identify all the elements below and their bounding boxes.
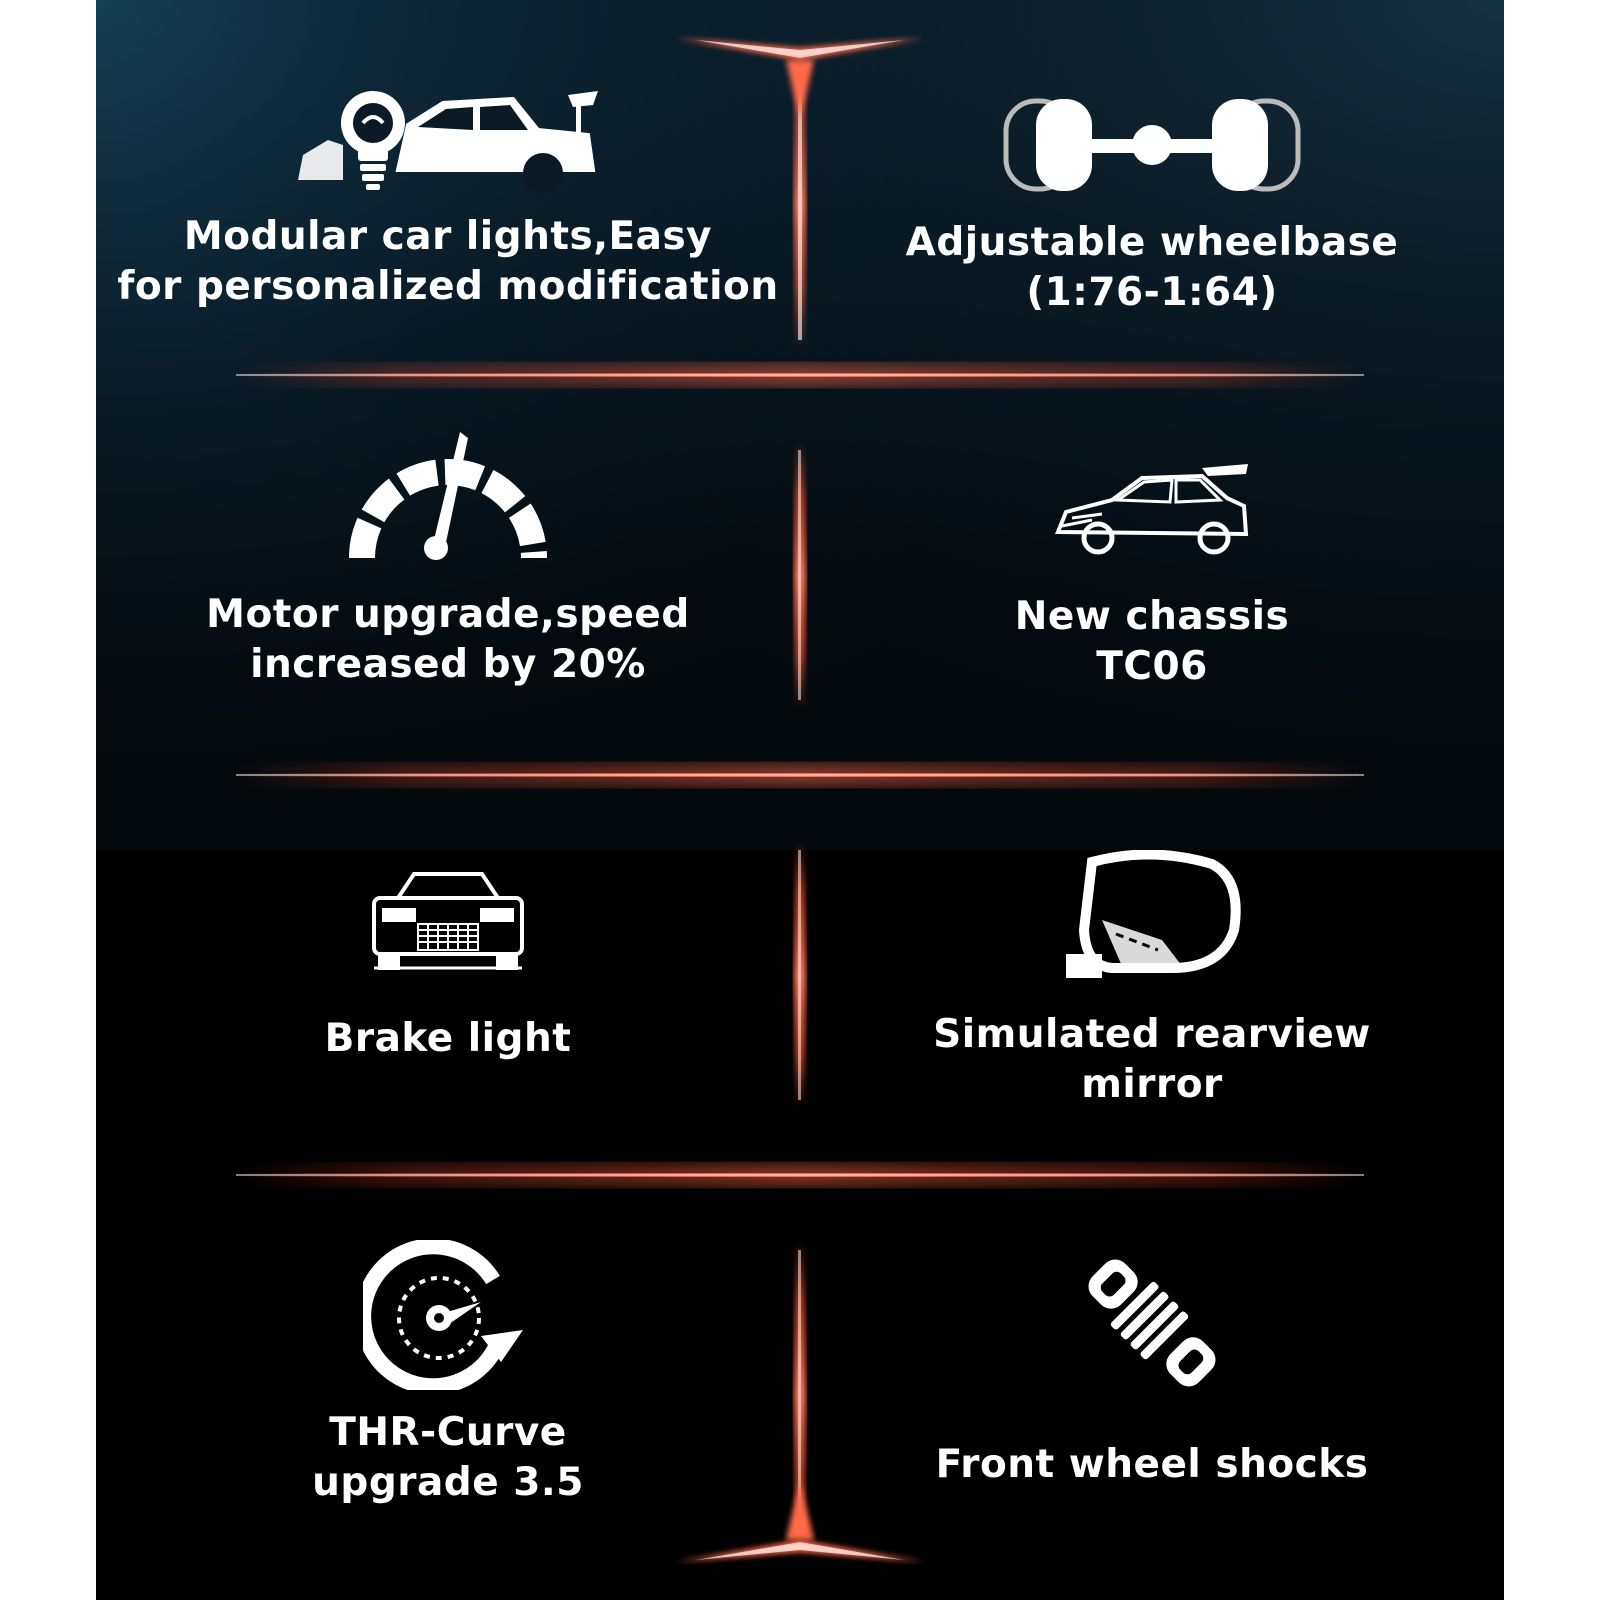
feature-label: Modular car lights,Easy for personalized modification [117,214,779,309]
speedometer-icon [96,428,800,568]
race-car-icon [800,460,1504,560]
feature-label: Front wheel shocks [935,1442,1369,1487]
feature-label: Adjustable wheelbase (1:76-1:64) [905,220,1399,315]
shock-absorber-icon [800,1248,1504,1398]
wheelbase-icon [800,85,1504,205]
feature-label: Motor upgrade,speed increased by 20% [206,592,690,687]
feature-adjustable-wheelbase [800,0,1504,400]
feature-front-shocks [800,1200,1504,1600]
feature-modular-lights [96,0,800,400]
feature-label: Simulated rearview mirror [933,1012,1371,1107]
feature-panel [96,0,1504,1600]
feature-motor-upgrade [96,400,800,800]
rearview-mirror-icon [800,850,1504,980]
feature-thr-curve [96,1200,800,1600]
car-front-icon [96,868,800,978]
feature-label: New chassis TC06 [1014,594,1290,689]
feature-brake-light [96,800,800,1200]
feature-label: Brake light [324,1016,572,1061]
feature-label: THR-Curve upgrade 3.5 [312,1410,584,1505]
feature-new-chassis [800,400,1504,800]
feature-rearview-mirror [800,800,1504,1200]
throttle-curve-icon [96,1240,800,1390]
car-light-icon [96,80,800,200]
